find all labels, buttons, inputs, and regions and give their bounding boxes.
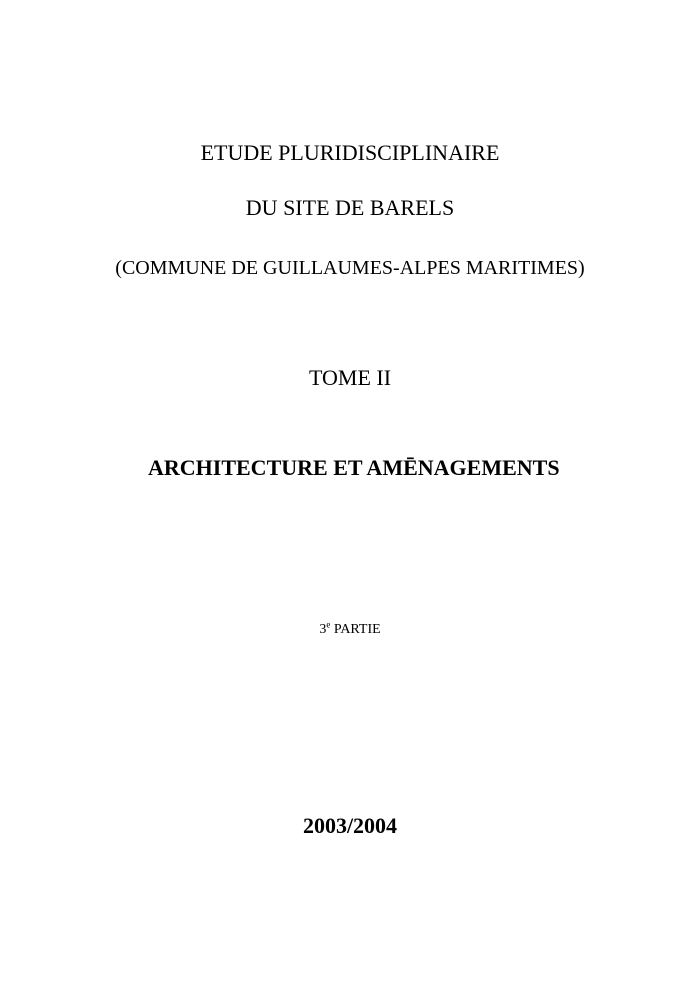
years-label: 2003/2004 [302,813,398,838]
part-label [0,619,700,638]
section-title: ARCHITECTURE ET AMĒNAGEMENTS [148,455,560,480]
title-line-2: DU SITE DE BARELS [245,195,455,220]
tome-label: TOME II [308,365,392,390]
part-suffix: e [326,619,331,630]
part-text: PARTIE [330,622,381,637]
part-number: 3 [319,622,327,637]
title-line-1: ETUDE PLURIDISCIPLINAIRE [200,140,500,165]
commune-line: (COMMUNE DE GUILLAUMES-ALPES MARITIMES) [115,257,585,279]
